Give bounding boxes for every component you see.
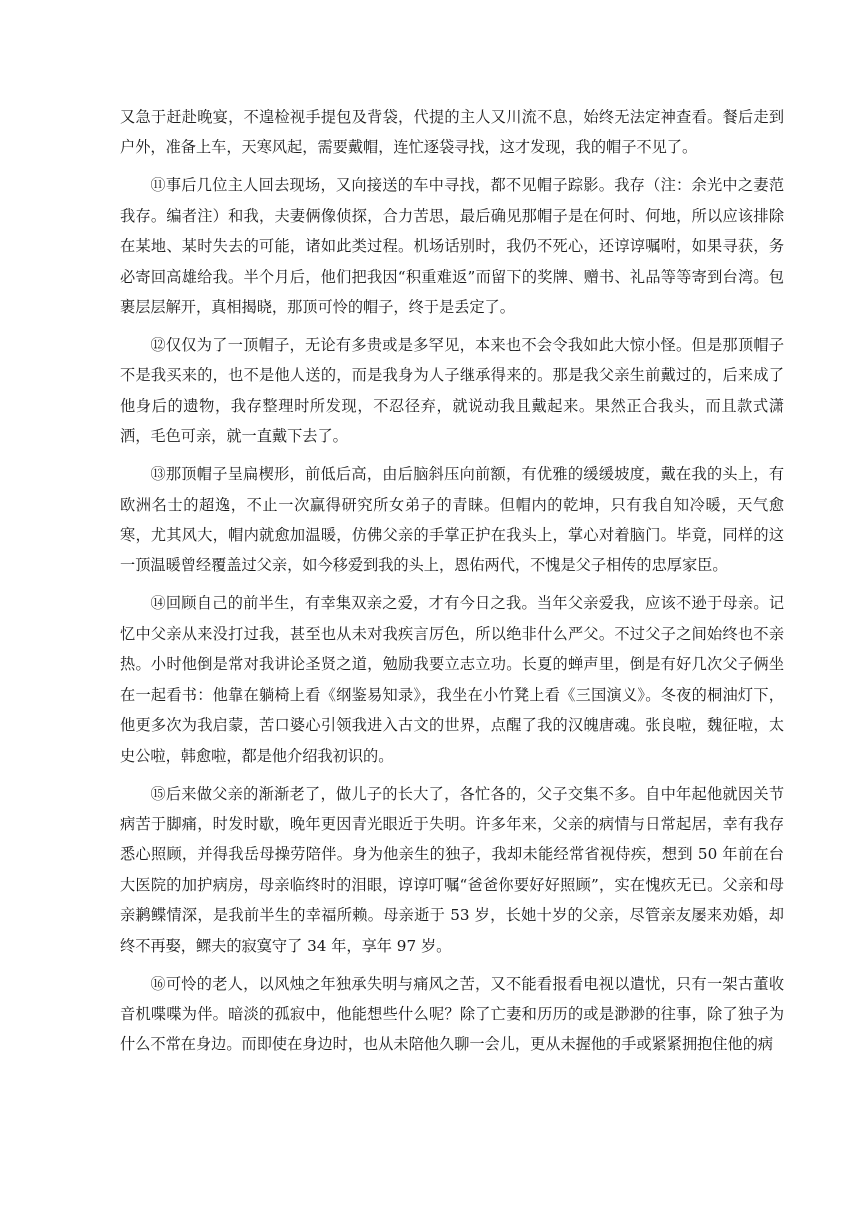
paragraph-13: ⑬那顶帽子呈扁楔形，前低后高，由后脑斜压向前额，有优雅的缓缓坡度，戴在我的头上，有欧洲名士的超逸，不止一次赢得研究所女弟子的青睐。但帽内的乾坤，只有我自知冷暖，天气愈寒，尤其风大，帽内就愈加温暖，仿佛父亲的手掌正护在我头上，掌心对着脑门。毕竟，同样的这一顶温暖曾经覆盖过父亲，如今移爱到我的头上，恩佑两代，不愧是父子相传的忠厚家臣。 xyxy=(120,465,784,575)
paragraph-15: ⑮后来做父亲的渐渐老了，做儿子的长大了，各忙各的，父子交集不多。自中年起他就因关节病苦于脚痛，时发时歇，晚年更因青光眼近于失明。许多年来，父亲的病情与日常起居，幸有我存悉心照顾，并得我岳母操劳陪伴。身为他亲生的独子，我却未能经常省视侍疾，想到 50 年前在台大医院的加护病房，母亲临终时的泪眼，谆谆叮嘱“爸爸你要好好照顾”，实在愧疚无已。父亲和母亲鹣鲽情深，是我前半生的幸福所赖。母亲逝于 53 岁，长她十岁的父亲，尽管亲友屡来劝婚，却终不再娶，鳏夫的寂寞守了 34 年，享年 97 岁。 xyxy=(120,784,784,955)
paragraph-continued: 又急于赶赴晚宴，不遑检视手提包及背袋，代提的主人又川流不息，始终无法定神查看。餐后走到户外，准备上车，天寒风起，需要戴帽，连忙逐袋寻找，这才发现，我的帽子不见了。 xyxy=(120,108,784,157)
paragraph-16: ⑯可怜的老人，以风烛之年独承失明与痛风之苦，又不能看报看电视以遣忧，只有一架古董收音机喋喋为伴。暗淡的孤寂中，他能想些什么呢？除了亡妻和历历的或是渺渺的往事，除了独子为什么不常在身边。而即使在身边时，也从未陪他久聊一会儿，更从未握他的手或紧紧拥抱住他的病 xyxy=(120,974,784,1054)
paragraph-12: ⑫仅仅为了一顶帽子，无论有多贵或是多罕见，本来也不会令我如此大惊小怪。但是那顶帽子不是我买来的，也不是他人送的，而是我身为人子继承得来的。那是我父亲生前戴过的，后来成了他身后的遗物，我存整理时所发现，不忍径弃，就说动我且戴起来。果然正合我头，而且款式潇洒，毛色可亲，就一直戴下去了。 xyxy=(120,336,784,446)
paragraph-14: ⑭回顾自己的前半生，有幸集双亲之爱，才有今日之我。当年父亲爱我，应该不逊于母亲。记忆中父亲从来没打过我，甚至也从未对我疾言厉色，所以绝非什么严父。不过父子之间始终也不亲热。小时他倒是常对我讲论圣贤之道，勉励我要立志立功。长夏的蝉声里，倒是有好几次父子俩坐在一起看书：他靠在躺椅上看《纲鉴易知录》，我坐在小竹凳上看《三国演义》。冬夜的桐油灯下，他更多次为我启蒙，苦口婆心引领我进入古文的世界，点醒了我的汉魄唐魂。张良啦，魏征啦，太史公啦，韩愈啦，都是他介绍我初识的。 xyxy=(120,594,784,765)
essay-body xyxy=(120,102,784,1060)
paragraph-11: ⑪事后几位主人回去现场，又向接送的车中寻找，都不见帽子踪影。我存（注：余光中之妻范我存。编者注）和我，夫妻俩像侦探，合力苦思，最后确见那帽子是在何时、何地，所以应该排除在某地、某时失去的可能，诸如此类过程。机场话别时，我仍不死心，还谆谆嘱咐，如果寻获，务必寄回高雄给我。半个月后，他们把我因“积重难返”而留下的奖牌、赠书、礼品等等寄到台湾。包裹层层解开，真相揭晓，那顶可怜的帽子，终于是丢定了。 xyxy=(120,176,784,317)
